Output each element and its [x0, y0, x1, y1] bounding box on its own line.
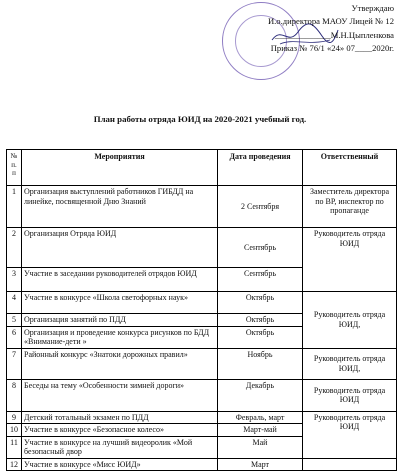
- row-event: Организация Отряда ЮИД: [22, 228, 218, 268]
- row-date: Ноябрь: [218, 348, 303, 379]
- row-event: Организация выступлений работников ГИБДД на линейке, посвященной Дню Знаний: [22, 186, 218, 228]
- row-event: Участие в конкурсе «Школа светофорных наук»: [22, 292, 218, 314]
- row-num: 11: [7, 436, 22, 458]
- row-date: Сентябрь: [218, 228, 303, 268]
- row-date: Май: [218, 436, 303, 458]
- table-row: [7, 379, 397, 411]
- header-event: Мероприятия: [22, 150, 218, 186]
- row-event: Организация занятий по ПДД: [22, 314, 218, 327]
- row-num: 4: [7, 292, 22, 314]
- row-num: 3: [7, 268, 22, 292]
- header-responsible: Ответственный: [303, 150, 397, 186]
- row-num: 5: [7, 314, 22, 327]
- row-date: Февраль, март: [218, 411, 303, 424]
- table-row: [7, 458, 397, 471]
- row-event: Участие в конкурсе «Мисс ЮИД»: [22, 458, 218, 471]
- approval-line-2: И.о.директора МАОУ Лицей № 12: [267, 16, 394, 27]
- header-date: Дата проведения: [218, 150, 303, 186]
- row-responsible: Руководитель отряда ЮИД: [303, 228, 397, 292]
- approval-line-4: Приказ № 76/1 «24» 07____2020г.: [270, 43, 394, 54]
- approval-block: [204, 2, 394, 56]
- row-num: 12: [7, 458, 22, 471]
- row-event: Организация и проведение конкурса рисунков по БДД «Внимание-дети »: [22, 326, 218, 348]
- table-row: [7, 348, 397, 379]
- row-num: 8: [7, 379, 22, 411]
- header-num: № п. п: [7, 150, 22, 186]
- row-num: 7: [7, 348, 22, 379]
- row-event: Детский тотальный экзамен по ПДД: [22, 411, 218, 424]
- row-date: Март-май: [218, 424, 303, 437]
- row-num: 2: [7, 228, 22, 268]
- row-num: 10: [7, 424, 22, 437]
- row-responsible: Руководитель отряда ЮИД: [303, 379, 397, 411]
- row-date: Декабрь: [218, 379, 303, 411]
- row-responsible: Руководитель отряда ЮИД,: [303, 348, 397, 379]
- row-responsible-empty: [303, 458, 397, 471]
- row-date: 2 Сентября: [218, 186, 303, 228]
- row-event: Участие в конкурсе «Безопасное колесо»: [22, 424, 218, 437]
- approval-line-1: Утверждаю: [351, 3, 394, 13]
- row-responsible: Руководитель отряда ЮИД,: [303, 292, 397, 349]
- approval-line-3: _____________М.Н.Цыпленкова: [274, 29, 394, 40]
- table-header-row: [7, 150, 397, 186]
- row-event: Участие в заседании руководителей отрядов ЮИД: [22, 268, 218, 292]
- row-num: 9: [7, 411, 22, 424]
- row-date: Октябрь: [218, 314, 303, 327]
- table-row: [7, 186, 397, 228]
- table-row: [7, 292, 397, 314]
- plan-table: [6, 149, 397, 471]
- row-date: Октябрь: [218, 292, 303, 314]
- row-num: 6: [7, 326, 22, 348]
- table-row: [7, 228, 397, 268]
- row-responsible: Заместитель директора по ВР, инспектор по пропаганде: [303, 186, 397, 228]
- row-event: Участие в конкурсе на лучший видеоролик «Мой безопасный двор: [22, 436, 218, 458]
- table-row: [7, 411, 397, 424]
- row-event: Беседы на тему «Особенности зимней дороги»: [22, 379, 218, 411]
- row-date: Март: [218, 458, 303, 471]
- row-event: Районный конкурс «Знатоки дорожных правил»: [22, 348, 218, 379]
- row-responsible: Руководитель отряда ЮИД: [303, 411, 397, 458]
- row-num: 1: [7, 186, 22, 228]
- row-date: Октябрь: [218, 326, 303, 348]
- document-title: План работы отряда ЮИД на 2020-2021 учебный год.: [93, 114, 307, 124]
- row-date: Сентябрь: [218, 268, 303, 292]
